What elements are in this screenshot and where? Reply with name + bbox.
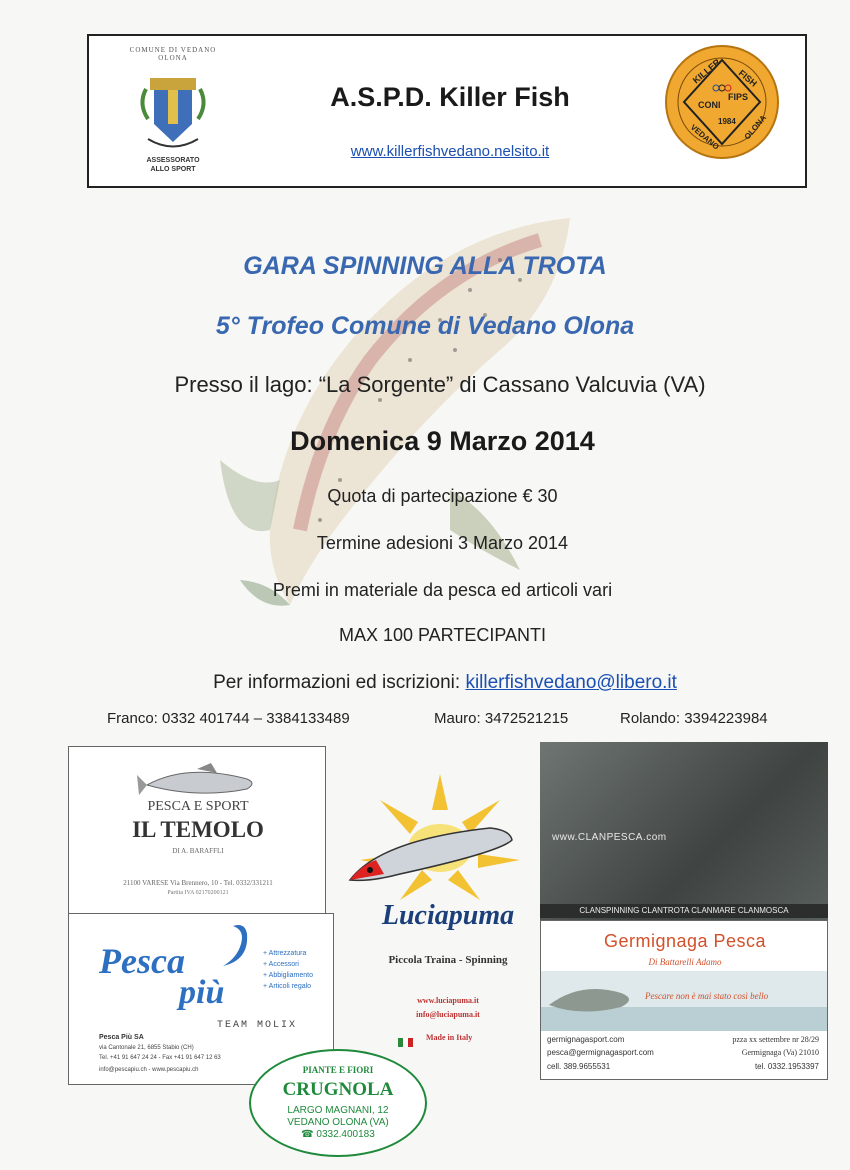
contact-mauro: Mauro: 3472521215 [434, 710, 569, 727]
germignaga-address-2: Germignaga (Va) 21010 [741, 1048, 819, 1057]
water-fish-image [541, 971, 828, 1031]
event-trophy: 5° Trofeo Comune di Vedano Olona [215, 312, 635, 340]
italy-flag-icon [398, 1034, 414, 1043]
clanpesca-url: www.CLANPESCA.com [552, 832, 667, 843]
org-website-link[interactable]: www.killerfishvedano.nelsito.it [350, 143, 550, 160]
seal-text-2: FISH [736, 67, 759, 89]
crugnola-phone: ☎ 0332.400183 [301, 1129, 375, 1140]
event-location: Presso il lago: “La Sorgente” di Cassano Valcuvia (VA) [174, 372, 706, 397]
sponsor-germignaga [540, 920, 828, 1080]
germignaga-owner: Di Battarelli Adamo [648, 957, 722, 967]
clanpesca-bar: CLANSPINNING CLANTROTA CLANMARE CLANMOSCA [540, 904, 828, 918]
luciapuma-made: Made in Italy [426, 1033, 473, 1042]
temolo-line-1: PESCA E SPORT [147, 799, 249, 814]
contact-rolando: Rolando: 3394223984 [620, 710, 768, 727]
luciapuma-email: info@luciapuma.it [416, 1010, 480, 1019]
wave-icon [219, 920, 259, 970]
temolo-vat: Partita IVA 02170200121 [167, 890, 229, 896]
event-deadline: Termine adesioni 3 Marzo 2014 [316, 533, 569, 553]
germignaga-tel: tel. 0332.1953397 [754, 1062, 819, 1071]
pescapiu-company: Pesca Più SA [99, 1034, 144, 1041]
club-seal-icon [662, 42, 782, 162]
contact-franco: Franco: 0332 401744 – 3384133489 [107, 710, 350, 727]
seal-text-5: VEDANO [688, 122, 721, 152]
luciapuma-name: Luciapuma [381, 900, 515, 931]
temolo-line-2: IL TEMOLO [132, 817, 264, 842]
seal-text-3: CONI [698, 100, 721, 110]
germignaga-cell: cell. 389.9655531 [547, 1062, 611, 1071]
temolo-owner: DI A. BARAFFLI [172, 847, 224, 855]
germignaga-web: germignagasport.com [547, 1035, 625, 1044]
pescapiu-bullet: + Accessori [263, 961, 299, 968]
germignaga-address-1: pzza xx settembre nr 28/29 [732, 1035, 819, 1044]
pescapiu-bullet: + Articoli regalo [263, 983, 312, 990]
sponsor-il-temolo [68, 746, 326, 914]
crest-subtitle [120, 156, 226, 174]
pescapiu-web: info@pescapiu.ch - www.pescapiu.ch [99, 1067, 199, 1073]
info-label: Per informazioni ed iscrizioni: [213, 672, 461, 693]
seal-text-6: 1984 [718, 117, 736, 126]
event-title: GARA SPINNING ALLA TROTA [243, 252, 607, 280]
pescapiu-team: TEAM MOLIX [217, 1020, 298, 1031]
crest-line-1: ASSESSORATO [146, 157, 200, 164]
info-line [0, 672, 850, 694]
pescapiu-phone: Tel. +41 91 647 24 24 - Fax +41 91 647 12 63 [99, 1055, 221, 1061]
sponsor-crugnola [249, 1049, 427, 1157]
germignaga-name: Germignaga Pesca [603, 931, 767, 951]
crugnola-address-2: VEDANO OLONA (VA) [287, 1117, 389, 1128]
pescapiu-logo-1: Pesca [99, 941, 185, 981]
crugnola-name: CRUGNOLA [282, 1079, 394, 1100]
luciapuma-tagline: Piccola Traina - Spinning [388, 954, 508, 966]
seal-text-1: KILLER [690, 56, 723, 86]
event-fee: Quota di partecipazione € 30 [327, 486, 558, 506]
event-max-participants: MAX 100 PARTECIPANTI [338, 625, 547, 645]
event-prizes: Premi in materiale da pesca ed articoli vari [272, 580, 613, 600]
germignaga-email: pesca@germignagasport.com [547, 1048, 654, 1057]
crest-caption: COMUNE DI VEDANO OLONA [129, 46, 217, 62]
seal-text-7: OLONA [742, 113, 769, 142]
sponsor-clanpesca [540, 742, 828, 920]
pescapiu-bullet: + Abbigliamento [263, 972, 314, 979]
pescapiu-logo-2: più [179, 974, 225, 1011]
org-title: A.S.P.D. Killer Fish [330, 82, 570, 112]
fish-logo-icon [137, 761, 267, 803]
crest-line-2: ALLO SPORT [150, 166, 196, 173]
luciapuma-web: www.luciapuma.it [417, 996, 479, 1005]
seal-text-4: FIPS [728, 92, 749, 102]
event-date: Domenica 9 Marzo 2014 [290, 426, 595, 456]
pescapiu-address: via Cantonale 21, 6855 Stabio (CH) [99, 1045, 194, 1051]
pescapiu-bullet: + Attrezzatura [263, 950, 307, 957]
pescapiu-bullets [263, 948, 313, 992]
lure-logo-icon [340, 770, 540, 910]
crugnola-top: PIANTE E FIORI [302, 1065, 374, 1075]
temolo-address: 21100 VARESE Via Brennero, 10 - Tel. 0332/331211 [123, 879, 273, 887]
crugnola-address-1: LARGO MAGNANI, 12 [287, 1105, 389, 1116]
info-email-link[interactable]: killerfishvedano@libero.it [465, 672, 677, 693]
germignaga-slogan: Pescare non è mai stato così bello [645, 991, 769, 1001]
